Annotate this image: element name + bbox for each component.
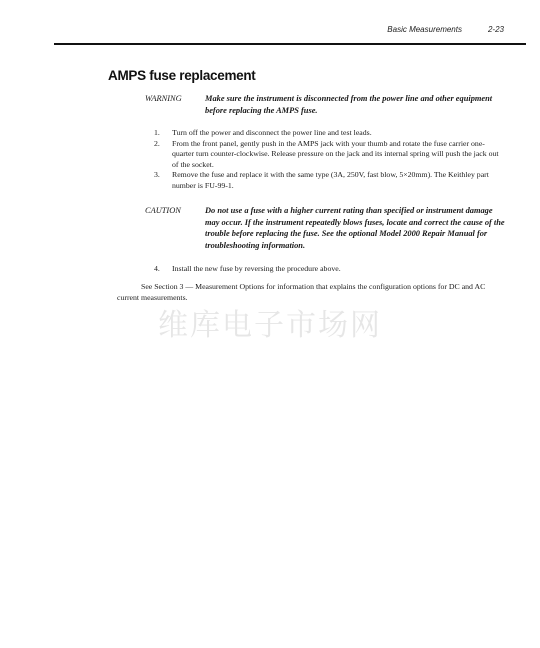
step-number: 2. — [154, 138, 160, 148]
step-text: Remove the fuse and replace it with the same type (3A, 250V, fast blow, 5×20mm). The Keithley part number is FU-99-1. — [172, 170, 489, 190]
header-section-title: Basic Measurements — [387, 25, 462, 34]
section-title: AMPS fuse replacement — [108, 68, 256, 83]
caution-label: CAUTION — [145, 206, 181, 215]
caution-text: Do not use a fuse with a higher current rating than specified or instrument damage may occur. If the instrument repeatedly blows fuses, locate and correct the cause of the trouble before replacing the fuse. See the optional Model 2000 Repair Manual for troubleshooting information. — [205, 206, 505, 250]
step-text: Turn off the power and disconnect the power line and test leads. — [172, 128, 372, 137]
step-number: 1. — [154, 128, 160, 137]
watermark: 维库电子市场网 — [158, 308, 382, 343]
list-item — [154, 128, 504, 139]
step-number: 3. — [154, 170, 160, 180]
closing-paragraph: See Section 3 — Measurement Options for information that explains the configuration options for DC and AC current measurements. — [117, 282, 486, 302]
caution-notice — [145, 205, 505, 251]
list-item — [154, 170, 504, 191]
step-number: 4. — [154, 264, 160, 273]
page-number: 2-23 — [487, 25, 504, 34]
step-text: From the front panel, gently push in the AMPS jack with your thumb and rotate the fuse carrier one-quarter turn counter-clockwise. Release pressure on the jack and its internal spring will push the jack out of the socket. — [172, 138, 499, 169]
steps-list-a — [154, 128, 504, 192]
header-rule — [54, 43, 526, 45]
list-item — [154, 264, 504, 275]
warning-text: Make sure the instrument is disconnected from the power line and other equipment before replacing the AMPS fuse. — [205, 94, 493, 115]
list-item — [154, 139, 504, 171]
running-header — [387, 25, 504, 34]
warning-label: WARNING — [145, 94, 182, 103]
steps-list-b — [154, 264, 504, 275]
step-text: Install the new fuse by reversing the procedure above. — [172, 264, 341, 273]
warning-notice — [145, 93, 505, 116]
